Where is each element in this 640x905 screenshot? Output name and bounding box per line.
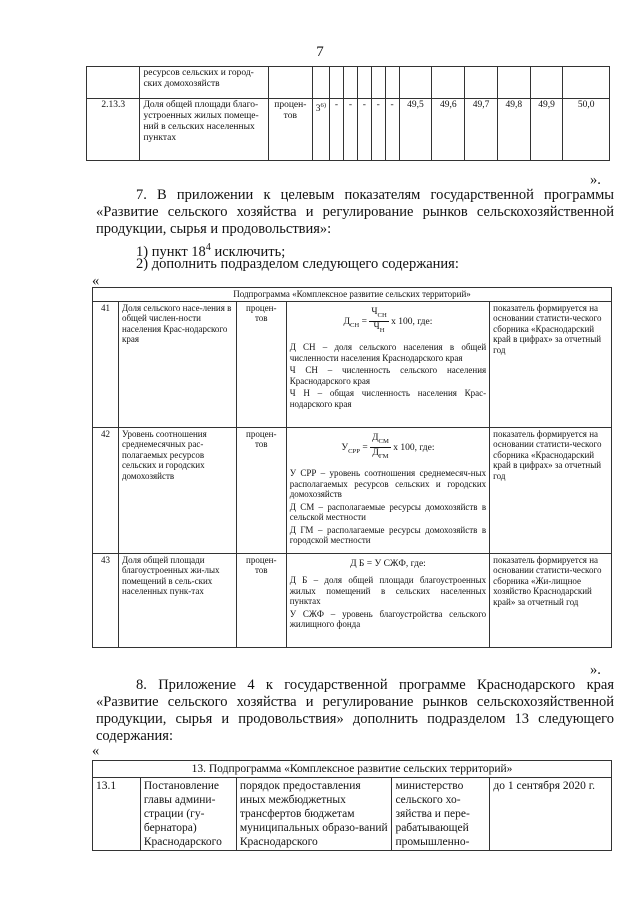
item-1-text: 1) пункт 18 — [136, 243, 206, 260]
definition: Ч СН – численность сельского населения Краснодарского края — [289, 365, 487, 386]
paragraph-8: 8. Приложение 4 к государственной программе Краснодарского края «Развитие сельского хозяйства и регулирование рынков сельскохозяйственной продукции, сырья и продовольствия» дополнить подразделом 13 следующего содержания: — [96, 677, 614, 744]
closing-quote: ». — [590, 662, 601, 678]
value-cell: - — [330, 99, 344, 161]
numerator-symbol: Ч — [371, 306, 378, 317]
status-footnote: 6) — [320, 102, 327, 109]
fraction-denominator — [369, 322, 388, 336]
status-value: 3 — [315, 104, 321, 115]
table-row — [93, 301, 612, 427]
numerator-sub: СМ — [378, 437, 389, 445]
fraction-denominator — [370, 448, 391, 462]
fraction — [370, 433, 391, 463]
table-row — [93, 427, 612, 553]
value-cell: - — [357, 99, 371, 161]
unit-cell: процен-тов — [268, 99, 312, 161]
item-1-tail: исключить; — [210, 243, 286, 260]
formula-rhs: х 100, где: — [390, 442, 435, 453]
table-row — [87, 99, 610, 161]
denominator-symbol: Ч — [373, 321, 380, 332]
subprogram-header: Подпрограмма «Комплексное развитие сельских территорий» — [93, 288, 612, 302]
paragraph-7: 7. В приложении к целевым показателям государственной программы «Развитие сельского хозяйства и регулирование рынков сельскохозяйственной продукции, сырья и продовольствия»: — [96, 187, 614, 237]
deadline-cell: до 1 сентября 2020 г. — [490, 778, 612, 851]
unit-cell: процен-тов — [236, 427, 286, 553]
denominator-sub: ГМ — [378, 452, 389, 460]
fraction — [369, 307, 388, 337]
fraction-numerator — [370, 433, 391, 448]
source-cell: показатель формируется на основании статисти-ческого сборника «Жи-лищное хозяйство Краснодарский край» за отчетный год — [490, 553, 612, 647]
indicator-cell: Доля общей площади благо-устроенных жилых помеще-ний в сельских населенных пунктах — [140, 99, 268, 161]
denominator-symbol: Д — [372, 447, 379, 458]
definition: У СЖФ – уровень благоустройства сельского жилищного фонда — [289, 608, 487, 629]
definition: Д СН – доля сельского населения в общей численности населения Краснодарского края — [289, 342, 487, 363]
definition: Ч Н – общая численность населения Крас-нодарского края — [289, 388, 487, 409]
subject-cell: порядок предоставления иных межбюджетных трансфертов бюджетам муниципальных образо-ваний Краснодарского — [236, 778, 392, 851]
method-cell — [286, 301, 489, 427]
value-cell: - — [343, 99, 357, 161]
definition: Д ГМ – располагаемые ресурсы домохозяйств в городской местности — [289, 524, 487, 546]
indicator-cell: Доля сельского насе-ления в общей числен-ности населения Крас-нодарского края — [118, 301, 236, 427]
formula: $У_{СРР}$ = $\frac{Д_{СМ}}{Д_{ГМ}}$ х 100, где: — [290, 433, 486, 463]
numerator-sub: СН — [377, 311, 387, 319]
status-cell — [312, 99, 329, 161]
source-cell: показатель формируется на основании статисти-ческого сборника «Краснодарский край в цифрах» за отчетный год — [490, 301, 612, 427]
value-cell: 49,9 — [530, 99, 563, 161]
appendix-table — [92, 760, 612, 851]
row-number: 41 — [93, 301, 119, 427]
value-cell: 49,6 — [432, 99, 465, 161]
table-row — [93, 553, 612, 647]
value-cell: 49,5 — [399, 99, 432, 161]
top-table — [86, 66, 610, 161]
table-row — [93, 778, 612, 851]
value-cell: - — [385, 99, 399, 161]
formula-rhs: х 100, где: — [388, 316, 433, 327]
document-cell: Постановление главы админи-страции (гу-бернатора) Краснодарского — [140, 778, 236, 851]
method-cell — [286, 427, 489, 553]
formula: $Д_{СН}$ = $\frac{Ч_{СН}}{Ч_Н}$ х 100, где: — [290, 307, 486, 337]
row-number: 42 — [93, 427, 119, 553]
indicator-cell: Уровень соотношения среднемесячных рас-полагаемых ресурсов сельских и городских домохозяйств — [118, 427, 236, 553]
formula-lhs: Д — [343, 316, 350, 327]
row-number: 2.13.3 — [87, 99, 140, 161]
row-number: 13.1 — [93, 778, 141, 851]
numerator-symbol: Д — [372, 432, 379, 443]
row-number: 43 — [93, 553, 119, 647]
closing-quote: ». — [590, 172, 601, 188]
opening-quote: « — [92, 273, 100, 289]
value-cell: 49,8 — [497, 99, 530, 161]
value-cell: 49,7 — [465, 99, 498, 161]
method-cell — [286, 553, 489, 647]
paragraph-7-item-2: 2) дополнить подразделом следующего содержания: — [136, 256, 459, 272]
source-cell: показатель формируется на основании статисти-ческого сборника «Краснодарский край в цифрах» за отчетный год — [490, 427, 612, 553]
value-cell: - — [371, 99, 385, 161]
item-1-superscript: 4 — [205, 242, 211, 253]
unit-cell: процен-тов — [236, 301, 286, 427]
formula-lhs-sub: СН — [349, 321, 360, 329]
formula-lhs-sub: СРР — [348, 447, 360, 455]
definition: У СРР – уровень соотношения среднемесяч-ных располагаемых ресурсов сельских и городских домохозяйств — [289, 468, 487, 500]
page-number: 7 — [316, 44, 324, 60]
indicator-cell: Доля общей площади благоустроенных жи-лых помещений в сель-ских населенных пунк-тах — [118, 553, 236, 647]
formula-lhs: У — [341, 442, 349, 453]
subsection-header: 13. Подпрограмма «Комплексное развитие сельских территорий» — [93, 761, 612, 778]
value-cell: 50,0 — [563, 99, 610, 161]
table-header-row — [93, 761, 612, 778]
definition: Д Б – доля общей площади благоустроенных жилых помещений в сельских населенных пунктах — [289, 575, 487, 606]
table-row — [87, 67, 610, 99]
executor-cell: министерство сельского хо-зяйства и пере-рабатывающей промышленно- — [392, 778, 490, 851]
unit-cell: процен-тов — [236, 553, 286, 647]
denominator-sub: Н — [379, 326, 385, 334]
fraction-numerator — [369, 307, 388, 322]
opening-quote: « — [92, 743, 100, 759]
table-header-row — [93, 288, 612, 302]
definition: Д СМ – располагаемые ресурсы домохозяйств в сельской местности — [289, 501, 487, 523]
indicator-cell: ресурсов сельских и город-ских домохозяйств — [140, 67, 268, 99]
formula: Д Б = У СЖФ, где: — [350, 558, 426, 569]
indicators-table — [92, 287, 612, 648]
